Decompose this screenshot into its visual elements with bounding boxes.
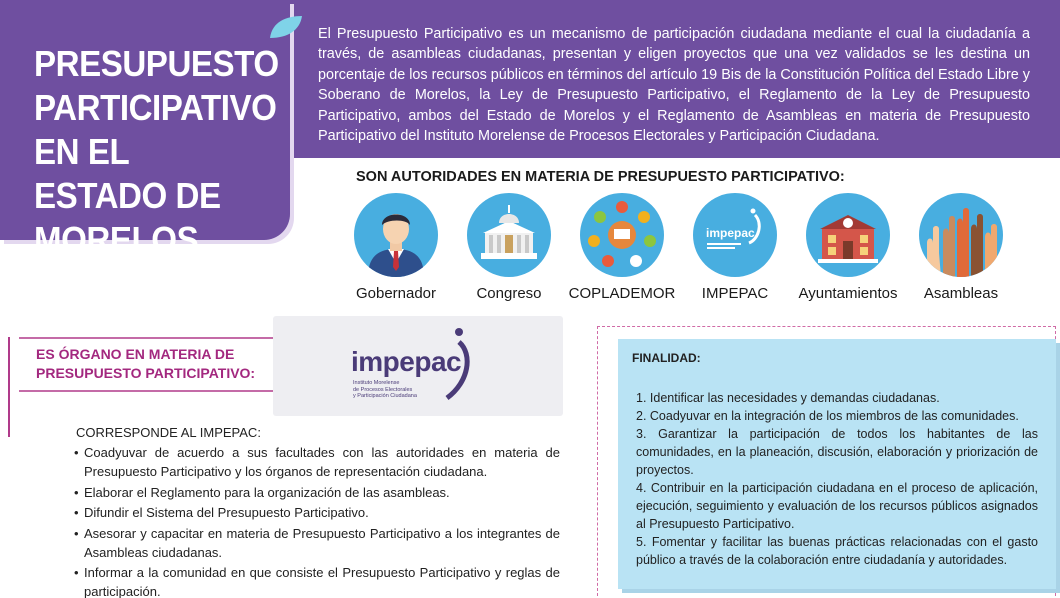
corresponde-list [72, 443, 560, 598]
authorities-heading: SON AUTORIDADES EN MATERIA DE PRESUPUESTO PARTICIPATIVO: [356, 169, 845, 185]
organ-heading-line1: ES ÓRGANO EN MATERIA DE [36, 346, 235, 362]
finalidad-box [618, 339, 1056, 589]
raised-hands-icon [919, 193, 1003, 277]
title-panel [0, 0, 290, 260]
leaf-icon [268, 14, 304, 40]
congress-building-icon [467, 193, 551, 277]
authority-label: Gobernador [355, 285, 437, 302]
organ-heading-line2: PRESUPUESTO PARTICIPATIVO: [36, 365, 256, 381]
town-hall-icon [806, 193, 890, 277]
finalidad-list [636, 389, 1038, 569]
list-item: • Coadyuvar de acuerdo a sus facultades con las autoridades en materia de Presupuesto Participativo y los órganos de representación ciudadana. [72, 443, 560, 481]
people-circle-icon [580, 193, 664, 277]
corresponde-title: CORRESPONDE AL IMPEPAC: [76, 425, 261, 440]
authority-gobernador [340, 193, 452, 302]
logo-subtitle: Instituto Morelense de Procesos Electorales y Participación Ciudadana [353, 380, 417, 399]
list-item: 1. Identificar las necesidades y demandas ciudadanas. [636, 391, 940, 405]
list-item: • Informar a la comunidad en que consiste el Presupuesto Participativo y reglas de participación. [72, 563, 560, 598]
logo-swoosh-icon [439, 324, 479, 404]
authority-label: IMPEPAC [701, 285, 769, 302]
authority-label: Ayuntamientos [798, 285, 898, 302]
authority-coplademor [566, 193, 678, 302]
authority-ayuntamientos [792, 193, 904, 302]
authority-asambleas [905, 193, 1017, 302]
authority-label: Asambleas [923, 285, 999, 302]
authority-label: Congreso [476, 285, 542, 302]
authority-label: COPLADEMOR [568, 285, 676, 302]
list-item: 4. Contribuir en la participación ciudadana en el proceso de aplicación, ejecución, seguimiento y evaluación de los recursos públicos asignados al Presupuesto Participativo. [636, 481, 1038, 531]
governor-icon [354, 193, 438, 277]
page-title: PRESUPUESTO PARTICIPATIVO EN EL ESTADO DE MORELOS [34, 43, 279, 260]
logo-wordmark: impepac [351, 346, 462, 377]
intro-paragraph: El Presupuesto Participativo es un mecanismo de participación ciudadana mediante el cual la ciudadanía a través, de asambleas ciudadanas, presentan y eligen proyectos que una vez validados se les destina un porcentaje de los recursos públicos en términos del artículo 19 Bis de la Constitución Política del Estado Libre y Soberano de Morelos, la Ley de Presupuesto Participativo, el Reglamento de la Ley de Presupuesto Participativo, ambos del Estado de Morelos y el Reglamento de Asambleas en materia de Presupuesto Participativo del Instituto Morelense de Procesos Electorales y Participación Ciudadana. [318, 26, 1030, 145]
list-item: • Difundir el Sistema del Presupuesto Participativo. [72, 503, 560, 522]
impepac-logo [273, 316, 563, 416]
list-item: • Elaborar el Reglamento para la organización de las asambleas. [72, 483, 560, 502]
list-item: 3. Garantizar la participación de todos los habitantes de las comunidades, en la planeación, discusión, elaboración y priorización de proyectos. [636, 427, 1038, 477]
authority-impepac [679, 193, 791, 302]
authority-congreso [453, 193, 565, 302]
list-item: 2. Coadyuvar en la integración de los miembros de las comunidades. [636, 409, 1019, 423]
list-item: 5. Fomentar y facilitar las buenas prácticas relacionadas con el gasto público a través de la colaboración entre ciudadanía y autoridades. [636, 535, 1038, 567]
svg-text:impepac: impepac [706, 226, 755, 240]
finalidad-title: FINALIDAD: [632, 351, 701, 365]
impepac-logo-icon [693, 193, 777, 277]
list-item: • Asesorar y capacitar en materia de Presupuesto Participativo a los integrantes de Asambleas ciudadanas. [72, 524, 560, 562]
organ-heading-box [18, 337, 296, 392]
